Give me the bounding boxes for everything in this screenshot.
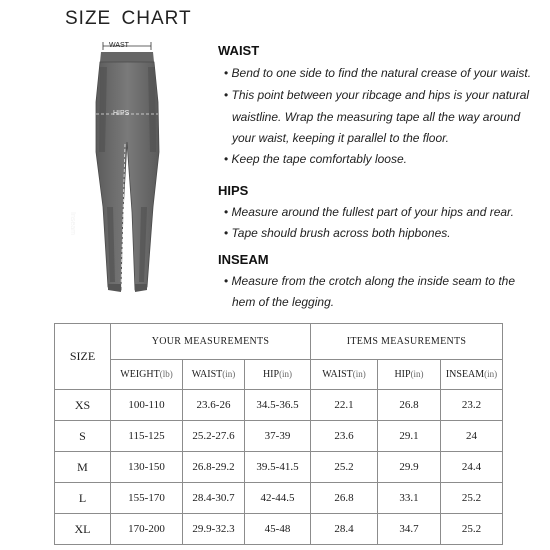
weight-column-header: WEIGHT(lb) bbox=[111, 360, 183, 390]
table-cell: 39.5-41.5 bbox=[245, 452, 311, 483]
hips-label: HIPS bbox=[113, 110, 130, 117]
hips-bullet-1: • Measure around the fullest part of your hips and rear. bbox=[224, 205, 514, 219]
table-cell: 28.4-30.7 bbox=[183, 483, 245, 514]
waist-bullet-2-line-2: waistline. Wrap the measuring tape all the way around bbox=[232, 110, 521, 124]
size-cell: S bbox=[55, 421, 111, 452]
hips-heading: HIPS bbox=[218, 183, 249, 198]
bullet-icon: • bbox=[224, 66, 232, 80]
your-hip-column-header: HIP(in) bbox=[245, 360, 311, 390]
table-cell: 26.8 bbox=[378, 390, 441, 421]
waist-bullet-1: • Bend to one side to find the natural crease of your waist. bbox=[224, 66, 532, 80]
table-cell: 25.2 bbox=[441, 483, 503, 514]
your-measurements-header: YOUR MEASUREMENTS bbox=[111, 324, 311, 360]
table-row bbox=[55, 514, 503, 545]
table-cell: 42-44.5 bbox=[245, 483, 311, 514]
table-cell: 155-170 bbox=[111, 483, 183, 514]
table-cell: 100-110 bbox=[111, 390, 183, 421]
table-row bbox=[55, 390, 503, 421]
size-table bbox=[54, 323, 503, 545]
table-cell: 24 bbox=[441, 421, 503, 452]
item-inseam-column-header: INSEAM(in) bbox=[441, 360, 503, 390]
table-cell: 33.1 bbox=[378, 483, 441, 514]
table-cell: 29.9 bbox=[378, 452, 441, 483]
table-cell: 34.7 bbox=[378, 514, 441, 545]
leggings-illustration bbox=[55, 32, 200, 302]
table-cell: 34.5-36.5 bbox=[245, 390, 311, 421]
your-waist-column-header: WAIST(in) bbox=[183, 360, 245, 390]
hips-bullet-2: • Tape should brush across both hipbones. bbox=[224, 226, 451, 240]
table-cell: 23.6-26 bbox=[183, 390, 245, 421]
bullet-icon: • bbox=[224, 205, 232, 219]
size-column-header: SIZE bbox=[55, 324, 111, 390]
table-cell: 25.2 bbox=[441, 514, 503, 545]
table-cell: 115-125 bbox=[111, 421, 183, 452]
table-cell: 37-39 bbox=[245, 421, 311, 452]
item-hip-column-header: HIP(in) bbox=[378, 360, 441, 390]
inseam-label: Inseam bbox=[69, 212, 76, 235]
item-waist-column-header: WAIST(in) bbox=[311, 360, 378, 390]
size-cell: XL bbox=[55, 514, 111, 545]
inseam-bullet-1-line-2: hem of the legging. bbox=[232, 295, 335, 309]
table-cell: 23.2 bbox=[441, 390, 503, 421]
size-cell: XS bbox=[55, 390, 111, 421]
table-cell: 23.6 bbox=[311, 421, 378, 452]
table-cell: 45-48 bbox=[245, 514, 311, 545]
table-cell: 25.2-27.6 bbox=[183, 421, 245, 452]
items-measurements-header: ITEMS MEASUREMENTS bbox=[311, 324, 503, 360]
bullet-icon: • bbox=[224, 88, 232, 102]
table-cell: 29.9-32.3 bbox=[183, 514, 245, 545]
table-cell: 130-150 bbox=[111, 452, 183, 483]
table-cell: 28.4 bbox=[311, 514, 378, 545]
table-row bbox=[55, 483, 503, 514]
leggings-drawing bbox=[55, 32, 200, 302]
bullet-icon: • bbox=[224, 226, 232, 240]
bullet-icon: • bbox=[224, 274, 232, 288]
waist-bullet-3: • Keep the tape comfortably loose. bbox=[224, 152, 407, 166]
table-cell: 25.2 bbox=[311, 452, 378, 483]
table-cell: 22.1 bbox=[311, 390, 378, 421]
table-row bbox=[55, 452, 503, 483]
page-title: SIZE CHART bbox=[65, 8, 192, 29]
table-cell: 29.1 bbox=[378, 421, 441, 452]
column-header-row bbox=[55, 360, 503, 390]
table-cell: 26.8 bbox=[311, 483, 378, 514]
table-cell: 26.8-29.2 bbox=[183, 452, 245, 483]
table-row bbox=[55, 421, 503, 452]
size-cell: L bbox=[55, 483, 111, 514]
size-cell: M bbox=[55, 452, 111, 483]
inseam-heading: INSEAM bbox=[218, 252, 269, 267]
waist-label: WAST bbox=[109, 42, 129, 49]
waist-bullet-2-line-3: your waist, keeping it parallel to the floor. bbox=[232, 131, 450, 145]
table-cell: 170-200 bbox=[111, 514, 183, 545]
inseam-bullet-1: • Measure from the crotch along the inside seam to the bbox=[224, 274, 516, 288]
waist-heading: WAIST bbox=[218, 43, 260, 58]
table-cell: 24.4 bbox=[441, 452, 503, 483]
waist-bullet-2: • This point between your ribcage and hips is your natural bbox=[224, 88, 530, 102]
bullet-icon: • bbox=[224, 152, 232, 166]
